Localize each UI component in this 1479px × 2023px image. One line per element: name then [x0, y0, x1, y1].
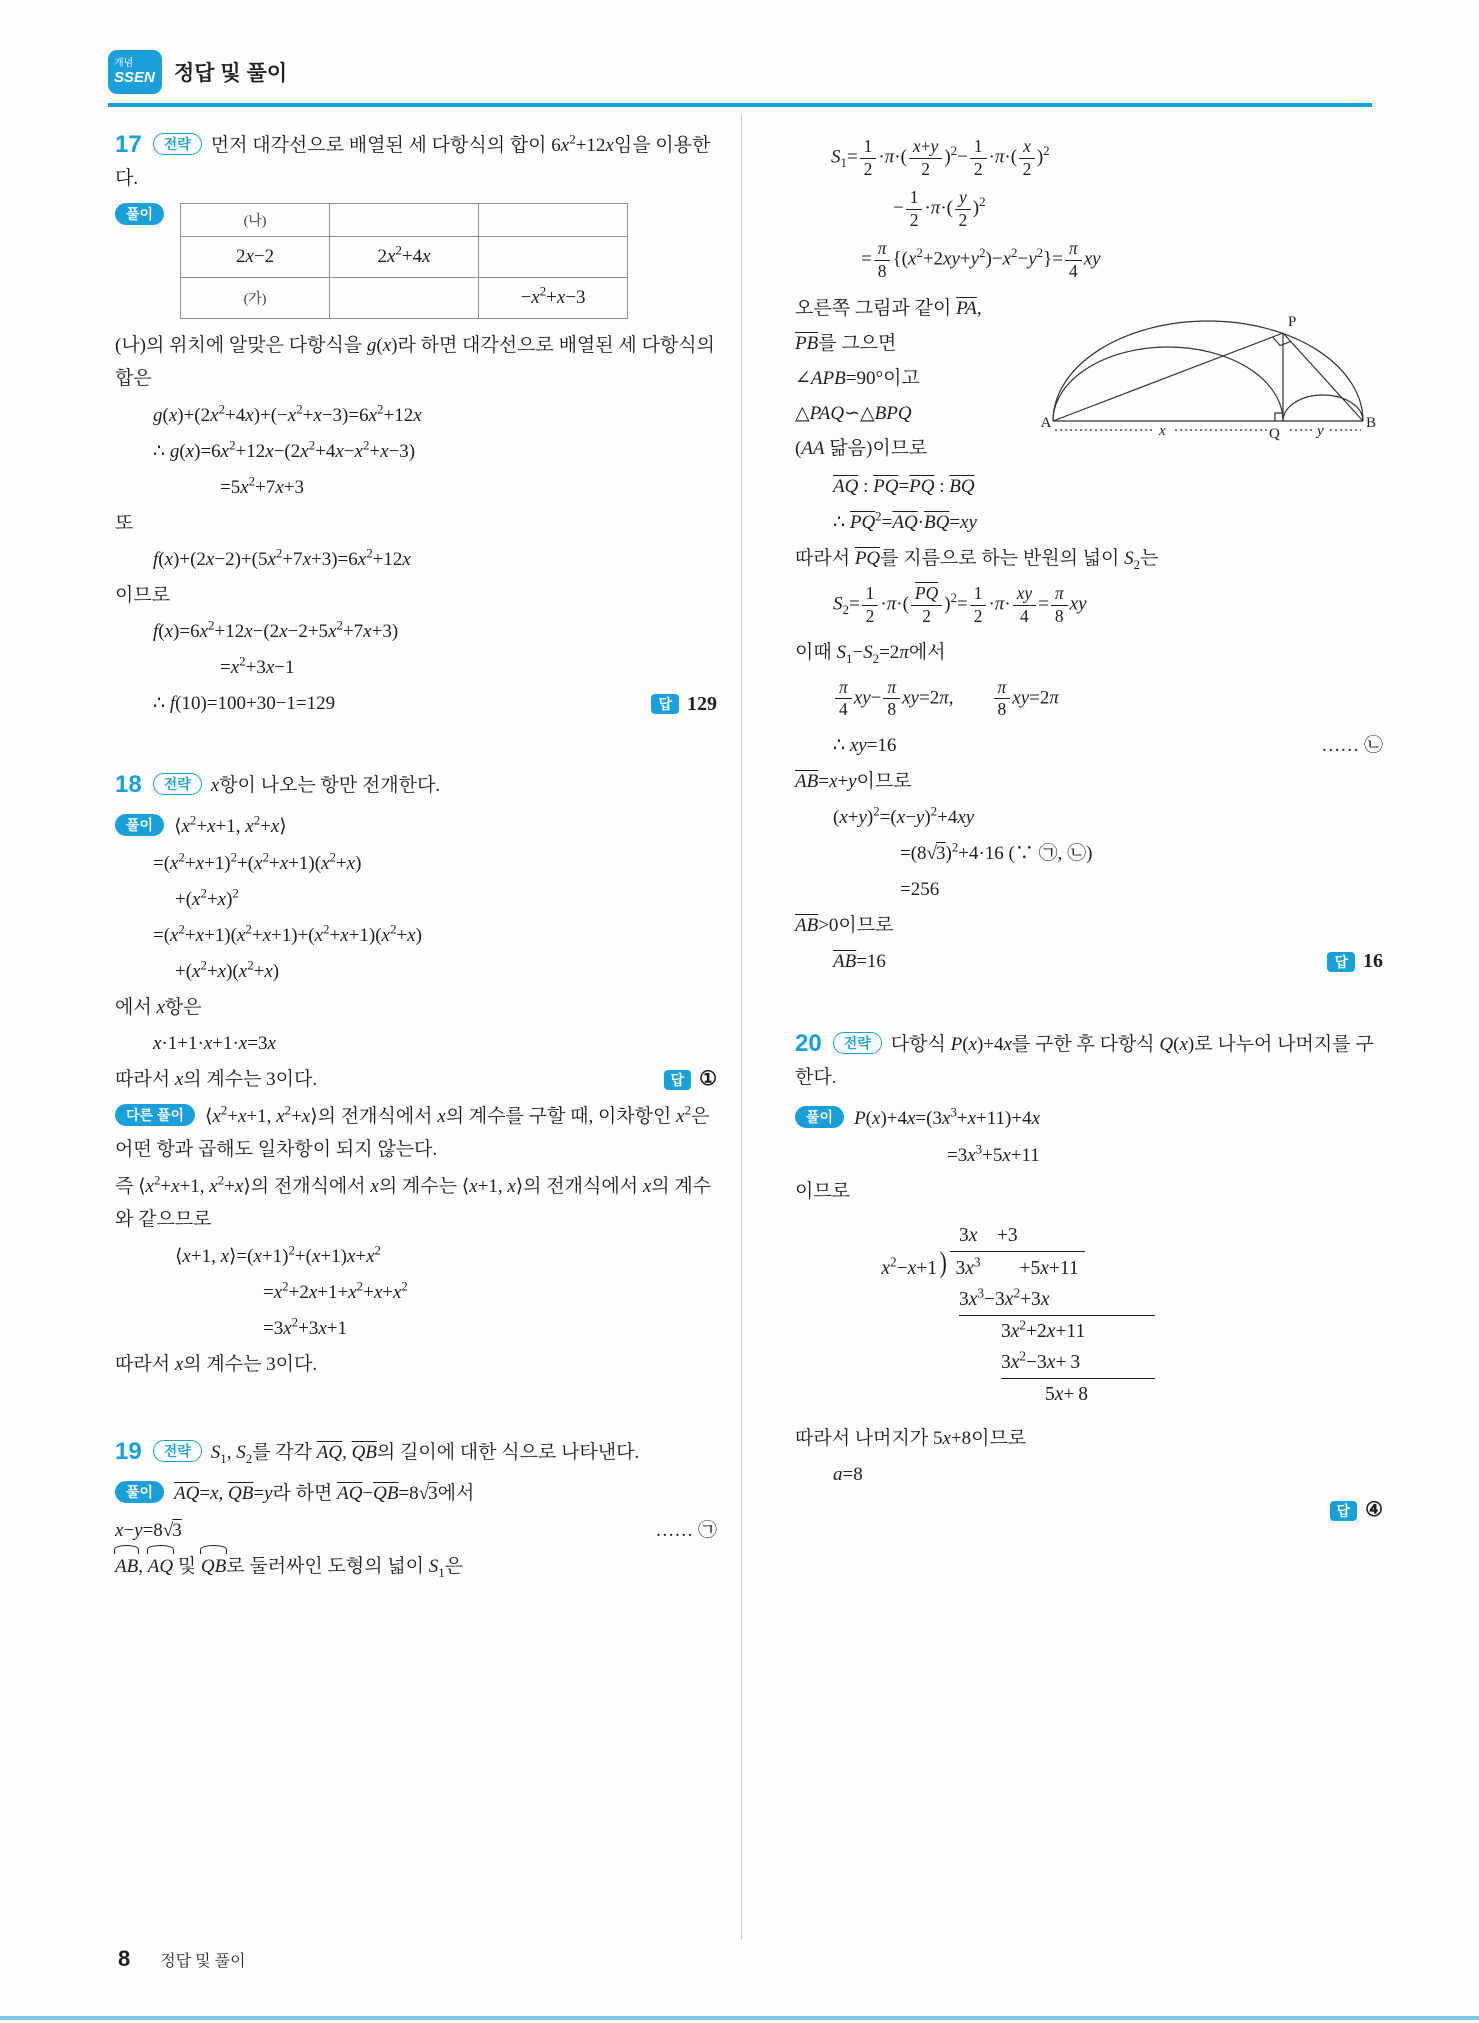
answer-line — [795, 945, 1383, 979]
problem-20 — [795, 1027, 1383, 1527]
right-column — [795, 128, 1383, 1530]
strategy-badge: 전략 — [153, 1440, 202, 1462]
division-quotient: 3x +3 — [959, 1225, 1018, 1247]
right-angle-mark-q — [1275, 413, 1283, 421]
strategy-badge: 전략 — [153, 133, 202, 155]
reference-tag: …… ㉡ — [1321, 734, 1383, 756]
strategy-badge: 전략 — [833, 1032, 882, 1054]
page-title: 정답 및 풀이 — [174, 62, 288, 85]
math-line-with-tag — [115, 1514, 717, 1547]
answer-value: 129 — [687, 692, 717, 715]
math-line: $=(x^2+x+1)(x^2+x+1)+(x^2+x+1)(x^2+x)$ — [153, 921, 422, 946]
answer-line — [795, 1494, 1383, 1527]
math-line: ∴ $\overline{PQ}^2=\overline{AQ}\cdot\overline{BQ}=xy$ — [833, 509, 977, 534]
semicircle-figure — [1038, 290, 1383, 450]
math-line: $=3x^2+3x+1$ — [263, 1314, 347, 1339]
solution-badge: 풀이 — [115, 203, 164, 225]
text-line: 또 — [115, 513, 134, 534]
math-line: $=(8√3)^2+4\cdot 16$ (∵ ㉠, ㉡) — [900, 839, 1093, 864]
answer-group — [1327, 945, 1383, 978]
math-line: $S_2=$ $\frac{1}{2}$ ·π·( $\frac{\overline{PQ}}{2}$ )$^2$= $\frac{1}{2}$ ·π· $\frac{xy}{4}$ = $\frac{\pi}{8}$ xy — [833, 583, 1087, 627]
answer-value: 16 — [1363, 950, 1383, 973]
solution-first-line — [115, 810, 717, 843]
math-line: $f(x)+(2x-2)+(5x^2+7x+3)=6x^2+12x$ — [153, 545, 411, 570]
logo-top-text: 개념 — [114, 57, 134, 69]
table-cell: $2x^2+4x$ — [330, 237, 479, 278]
logo-bottom-text: SSEN — [114, 68, 155, 86]
strategy-text: $S_1$, $S_2$를 각각 $\overline{AQ}$, $\overline{QB}$의 길이에 대한 식으로 나타낸다. — [210, 1442, 640, 1466]
math-line: $(x+y)^2=(x-y)^2+4xy$ — [833, 803, 975, 828]
problem-19-continued — [795, 137, 1383, 978]
problem-17-header — [115, 128, 717, 195]
page-header — [108, 50, 1372, 107]
table-cell — [479, 237, 628, 278]
reference-tag: …… ㉠ — [655, 1520, 717, 1541]
solution-badge: 풀이 — [115, 814, 164, 836]
text-line: $\overline{PB}$를 그으면 — [795, 333, 897, 355]
long-division — [829, 1220, 1219, 1410]
math-line: $=x^2+2x+1+x^2+x+x^2$ — [263, 1278, 408, 1303]
division-remainder-line: 5x+ 8 — [1045, 1384, 1089, 1406]
text-line: 따라서 x의 계수는 3이다. — [115, 1354, 318, 1375]
table-cell: (나) — [181, 204, 330, 237]
answer-badge: 답 — [1330, 1501, 1358, 1521]
fig-label-y: y — [1317, 423, 1324, 440]
strategy-badge: 전략 — [153, 773, 202, 795]
math-line: $f(x)=6x^2+12x-(2x-2+5x^2+7x+3)$ — [153, 617, 399, 642]
problem-19 — [115, 1435, 717, 1583]
text-line: 따라서 나머지가 5x+8이므로 — [795, 1428, 1027, 1450]
table-row — [181, 278, 628, 319]
text-line: (AA 닮음)이므로 — [795, 438, 928, 460]
answer-badge: 답 — [1327, 952, 1355, 972]
solution-first-line — [115, 1477, 717, 1510]
fig-label-a: A — [1040, 415, 1052, 432]
math-line: = $\frac{\pi}{8}$ $\{(x^2+2xy+y^2)-x^2-y^2\}=$ $\frac{\pi}{4}$ xy — [861, 238, 1101, 281]
math-line: $+(x^2+x)(x^2+x)$ — [175, 957, 280, 982]
problem-number: 20 — [795, 1030, 822, 1058]
division-row — [829, 1248, 1219, 1284]
math-line: =256 — [900, 878, 940, 900]
math-line: $g(x)+(2x^2+4x)+(-x^2+x-3)=6x^2+12x$ — [153, 401, 422, 426]
text-line: 따라서 x의 계수는 3이다. — [115, 1068, 318, 1090]
math-line: $\frac{\pi}{4}$ xy− $\frac{\pi}{8}$ xy=2π, $\frac{\pi}{8}$ xy=2π — [795, 678, 1383, 720]
solution-first-line — [795, 1102, 1383, 1135]
math-line: $\overline{AQ}$ : $\overline{PQ}=\overline{PQ}$ : $\overline{BQ}$ — [833, 476, 975, 498]
math-line: ∴ f(10)=100+30−1=129 — [153, 693, 336, 714]
math-line: a=8 — [833, 1464, 863, 1486]
problem-20-header — [795, 1027, 1383, 1094]
solution-badge: 풀이 — [115, 1481, 164, 1503]
problem-18 — [115, 768, 717, 1382]
table-cell — [479, 204, 628, 237]
division-divisor: $x^2-x+1$ — [881, 1254, 937, 1280]
math-line: x·1+1·x+1·x=3x — [153, 1032, 276, 1054]
problem-19-header — [115, 1435, 717, 1469]
spacer — [115, 724, 717, 768]
page-number: 8 — [118, 1946, 131, 1971]
segment-pa — [1053, 333, 1283, 421]
spacer — [115, 1383, 717, 1435]
math-line: $=3x^3+5x+11$ — [947, 1141, 1040, 1167]
math-line: $⟨x^2+x+1$, $x^2+x⟩$ — [174, 812, 287, 837]
math-line: − $\frac{1}{2}$ ·π·( $\frac{y}{2}$ )$^2$ — [893, 187, 986, 230]
figure-svg — [1038, 290, 1383, 444]
page-footer — [118, 1946, 246, 1972]
text-line: 에서 x항은 — [115, 996, 202, 1018]
column-divider — [741, 115, 742, 1940]
spacer — [795, 981, 1383, 1027]
text-line: $⟨x^2+x+1$, $x^2+x⟩$의 전개식에서 x의 계수를 구할 때, 이차항인 $x^2$은 어떤 항과 곱해도 일차항이 되지 않는다. — [115, 1102, 710, 1160]
math-line: $P(x)+4x=(3x^3+x+11)+4x$ — [854, 1104, 1041, 1130]
text-line: 따라서 $\overline{PQ}$를 지름으로 하는 반원의 넓이 $S_2$는 — [795, 548, 1159, 573]
problem-number: 18 — [115, 770, 142, 798]
text-line: ∠APB=90°이고 — [795, 368, 920, 390]
answer-group — [651, 688, 717, 721]
answer-value: ① — [699, 1068, 717, 1090]
math-line: $S_1=$ $\frac{1}{2}$ ·π·( $\frac{x+y}{2}$ )$^2$− $\frac{1}{2}$ ·π·( $\frac{x}{2}$ )$^2$ — [831, 136, 1050, 179]
text-line: 이므로 — [115, 585, 171, 606]
strategy-text: 다항식 P(x)+4x를 구한 후 다항식 Q(x)로 나누어 나머지를 구한다. — [795, 1034, 1374, 1089]
table-cell: $-x^2+x-3$ — [479, 278, 628, 319]
solution-badge: 풀이 — [795, 1106, 844, 1128]
fig-label-p: P — [1288, 314, 1297, 331]
table-cell — [330, 204, 479, 237]
table-cell — [330, 278, 479, 319]
fig-label-b: B — [1365, 415, 1377, 432]
segment-pb — [1283, 333, 1363, 421]
header-row — [108, 50, 1372, 94]
math-line: ∴ xy=16 — [833, 734, 897, 756]
fig-label-q: Q — [1269, 426, 1280, 443]
math-line: $\overline{AB}=16$ — [833, 950, 886, 972]
table-cell: 2x−2 — [181, 237, 330, 278]
header-rule — [108, 103, 1372, 107]
answer-value: ④ — [1365, 1499, 1383, 1522]
figure-paragraph — [795, 290, 1383, 467]
answer-group — [664, 1063, 717, 1096]
math-line: x−y=8√3 — [115, 1520, 182, 1541]
math-line: $=5x^2+7x+3$ — [220, 473, 304, 498]
problem-17 — [115, 128, 717, 721]
footer-label: 정답 및 풀이 — [160, 1953, 246, 1970]
math-line: $\overline{AQ}=x$, $\overline{QB}=y$라 하면 $\overline{AQ}-\overline{QB}=8√3$에서 — [174, 1483, 475, 1504]
text-paragraph: 즉 $⟨x^2+x+1$, $x^2+x⟩$의 전개식에서 x의 계수는 ⟨x+1, x⟩의 전개식에서 x의 계수와 같으므로 — [115, 1172, 712, 1230]
table-row — [181, 237, 628, 278]
problem-number: 19 — [115, 1438, 142, 1465]
math-line: ∴ $g(x)=6x^2+12x-(2x^2+4x-x^2+x-3)$ — [153, 437, 416, 462]
ssen-logo — [108, 50, 162, 94]
division-work-line: $3x^3-3x^2+3x$ — [959, 1284, 1155, 1316]
answer-line — [115, 1063, 717, 1097]
text-line: △PAQ∽△BPQ — [795, 403, 912, 425]
text-line: $\overline{AB}=x+y$이므로 — [795, 770, 912, 792]
polynomial-table — [180, 203, 628, 319]
math-line: $=x^2+3x-1$ — [220, 653, 295, 678]
text-line: 이므로 — [795, 1181, 851, 1203]
math-line: ⟨x+1, $x⟩=(x+1)^2+(x+1)x+x^2$ — [175, 1242, 381, 1267]
division-work-line: $3x^2-3x+ 3$ — [1001, 1347, 1155, 1379]
math-line-with-tag — [795, 729, 1383, 762]
solution-block — [115, 203, 717, 319]
text-line: 이때 $S_1-S_2=2\pi$에서 — [795, 641, 946, 666]
answer-badge: 답 — [664, 1070, 692, 1090]
answer-badge: 답 — [651, 694, 679, 714]
text-line: AB, AQ 및 QB로 둘러싸인 도형의 넓이 $S_1$은 — [115, 1550, 717, 1583]
problem-number: 17 — [115, 131, 142, 158]
text-paragraph: (나)의 위치에 알맞은 다항식을 g(x)라 하면 대각선으로 배열된 세 다항식의 합은 — [115, 335, 715, 389]
big-semicircle — [1053, 322, 1363, 422]
math-line: $+(x^2+x)^2$ — [175, 885, 239, 910]
bottom-rule — [0, 2016, 1479, 2020]
answer-group — [1330, 1494, 1383, 1527]
answer-line — [115, 687, 717, 721]
division-work-line: $3x^2+2x+11$ — [1001, 1317, 1086, 1343]
division-bracket: ) — [939, 1248, 947, 1280]
strategy-text: 먼저 대각선으로 배열된 세 다항식의 합이 $6x^2+12x$임을 이용한다. — [115, 131, 711, 189]
table-cell: (가) — [181, 278, 330, 319]
alt-solution-badge: 다른 풀이 — [115, 1104, 195, 1126]
alt-solution-paragraph — [115, 1100, 717, 1166]
text-line: 오른쪽 그림과 같이 $\overline{PA}$, — [795, 298, 982, 320]
fig-label-x: x — [1159, 423, 1166, 440]
text-line: $\overline{AB}>0$이므로 — [795, 914, 894, 936]
table-row — [181, 204, 628, 237]
math-line: $=(x^2+x+1)^2+(x^2+x+1)(x^2+x)$ — [153, 849, 362, 874]
division-dividend: $3x^3$ +5x+11 — [950, 1251, 1085, 1284]
strategy-text: x항이 나오는 항만 전개한다. — [210, 774, 441, 796]
problem-18-header — [115, 768, 717, 802]
left-column — [115, 128, 717, 1585]
